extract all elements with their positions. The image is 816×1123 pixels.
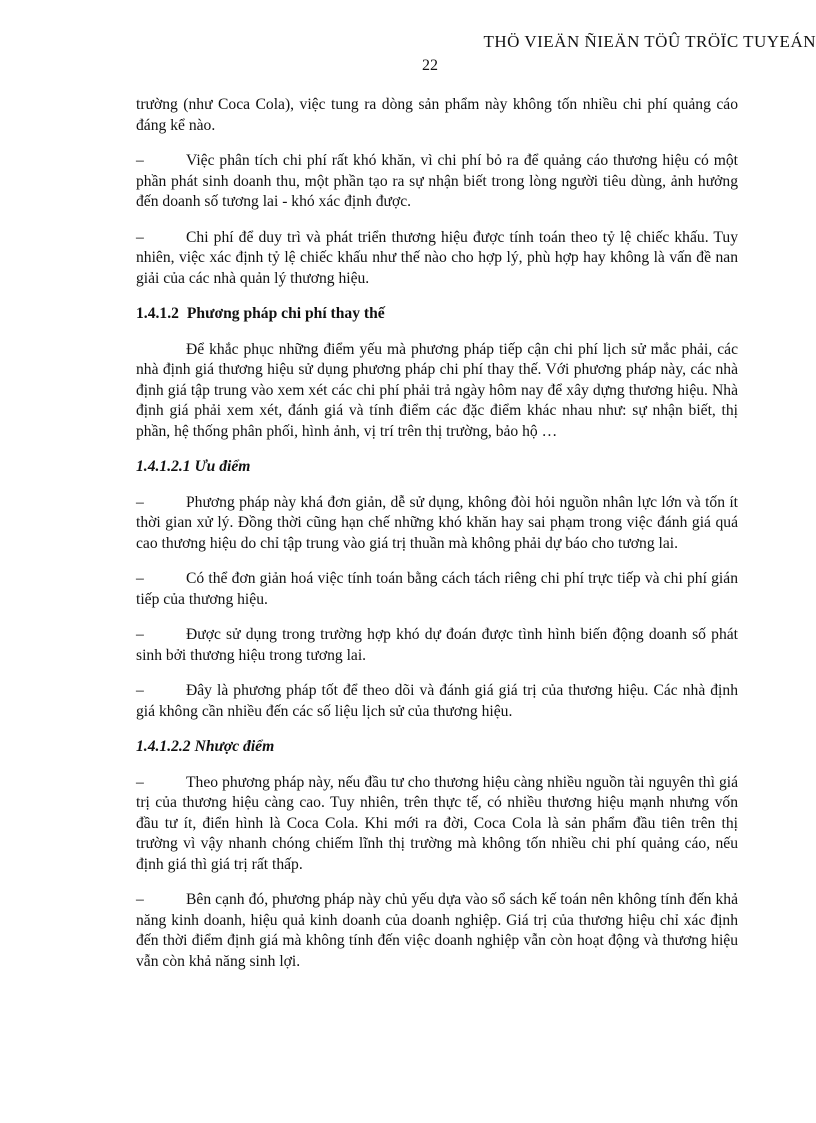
site-header-title: THÖ VIEÄN ÑIEÄN TÖÛ TRÖÏC TUYEÁN — [483, 32, 816, 51]
bullet-dash: – — [136, 891, 144, 908]
bullet-paragraph — [136, 681, 738, 722]
bullet-text: Bên cạnh đó, phương pháp này chủ yếu dựa vào sổ sách kế toán nên không tính đến khả năng kinh doanh, hiệu quả kinh doanh của doanh nghiệp. Giá trị của thương hiệu chỉ xác định đến thời điểm định giá mà không tính đến việc doanh nghiệp vẫn còn hoạt động và thương hiệu vẫn còn khả năng sinh lợi. — [136, 891, 738, 970]
bullet-text: Có thể đơn giản hoá việc tính toán bằng cách tách riêng chi phí trực tiếp và chi phí gián tiếp của thương hiệu. — [136, 570, 738, 608]
bullet-paragraph — [136, 228, 738, 290]
bullet-paragraph — [136, 773, 738, 876]
page-number: 22 — [422, 57, 438, 74]
subsection-number: 1.4.1.2.2 — [136, 738, 191, 755]
section-heading-1412 — [136, 304, 738, 325]
bullet-text: Việc phân tích chi phí rất khó khăn, vì chi phí bỏ ra để quảng cáo thương hiệu có một phần phát sinh doanh thu, một phần tạo ra sự nhận biết trong lòng người tiêu dùng, ảnh hưởng đến doanh số tương lai - khó xác định được. — [136, 152, 738, 210]
bullet-dash: – — [136, 570, 144, 587]
bullet-text: Được sử dụng trong trường hợp khó dự đoán được tình hình biến động doanh số phát sinh bởi thương hiệu trong tương lai. — [136, 626, 738, 664]
bullet-text: Phương pháp này khá đơn giản, dễ sử dụng, không đòi hỏi nguồn nhân lực lớn và tốn ít thời gian xử lý. Đồng thời cũng hạn chế những khó khăn hay sai phạm trong việc đánh giá quá cao thương hiệu do chỉ tập trung vào giá trị thuần mà không phải dự báo cho tương lai. — [136, 493, 738, 552]
bullet-dash: – — [136, 152, 144, 169]
subsection-title: Nhược điểm — [194, 738, 275, 755]
bullet-dash: – — [136, 626, 144, 643]
subsection-heading-14122 — [136, 737, 738, 758]
subsection-number: 1.4.1.2.1 — [136, 458, 191, 475]
bullet-paragraph — [136, 625, 738, 666]
section-number: 1.4.1.2 — [136, 305, 179, 322]
bullet-dash: – — [136, 493, 144, 511]
bullet-text: Theo phương pháp này, nếu đầu tư cho thương hiệu càng nhiều nguồn tài nguyên thì giá trị của thương hiệu càng cao. Tuy nhiên, trên thực tế, có nhiều thương hiệu mạnh nhưng vốn đầu tư ít, điển hình là Coca Cola. Khi mới ra đời, Coca Cola là sản phẩm đầu tiên trên thị trường vì vậy nhanh chóng chiếm lĩnh thị trường mà không tốn nhiều chi phí quảng cáo, nếu định giá thì giá trị rất thấp. — [136, 773, 738, 873]
intro-paragraph: trường (như Coca Cola), việc tung ra dòng sản phẩm này không tốn nhiều chi phí quảng cáo đáng kể nào. — [136, 96, 738, 134]
bullet-dash: – — [136, 773, 144, 791]
section-paragraph: Để khắc phục những điểm yếu mà phương pháp tiếp cận chi phí lịch sử mắc phải, các nhà định giá thương hiệu sử dụng phương pháp chi phí thay thế. Với phương pháp này, các nhà định giá tập trung vào xem xét các chi phí phải trả ngày hôm nay để xây dựng thương hiệu. Nhà định giá phải xem xét, đánh giá và tính điểm các đặc điểm khác nhau như: sự nhận biết, thị phần, hệ thống phân phối, hình ảnh, vị trí trên thị trường, bảo hộ … — [136, 340, 738, 440]
bullet-paragraph — [136, 151, 738, 213]
bullet-dash: – — [136, 228, 144, 246]
section-title: Phương pháp chi phí thay thế — [186, 305, 385, 322]
bullet-paragraph — [136, 493, 738, 555]
bullet-text: Đây là phương pháp tốt để theo dõi và đánh giá giá trị của thương hiệu. Các nhà định giá không cần nhiều đến các số liệu lịch sử của thương hiệu. — [136, 682, 738, 720]
document-body — [136, 95, 738, 987]
bullet-dash: – — [136, 682, 144, 699]
bullet-paragraph — [136, 890, 738, 972]
bullet-paragraph — [136, 569, 738, 610]
subsection-heading-14121 — [136, 457, 738, 478]
bullet-text: Chi phí để duy trì và phát triển thương hiệu được tính toán theo tỷ lệ chiếc khấu. Tuy nhiên, việc xác định tỷ lệ chiếc khấu như thế nào cho hợp lý, phù hợp hay không là vấn đề nan giải của các nhà quản lý thương hiệu. — [136, 228, 738, 287]
subsection-title: Ưu điểm — [194, 458, 251, 475]
